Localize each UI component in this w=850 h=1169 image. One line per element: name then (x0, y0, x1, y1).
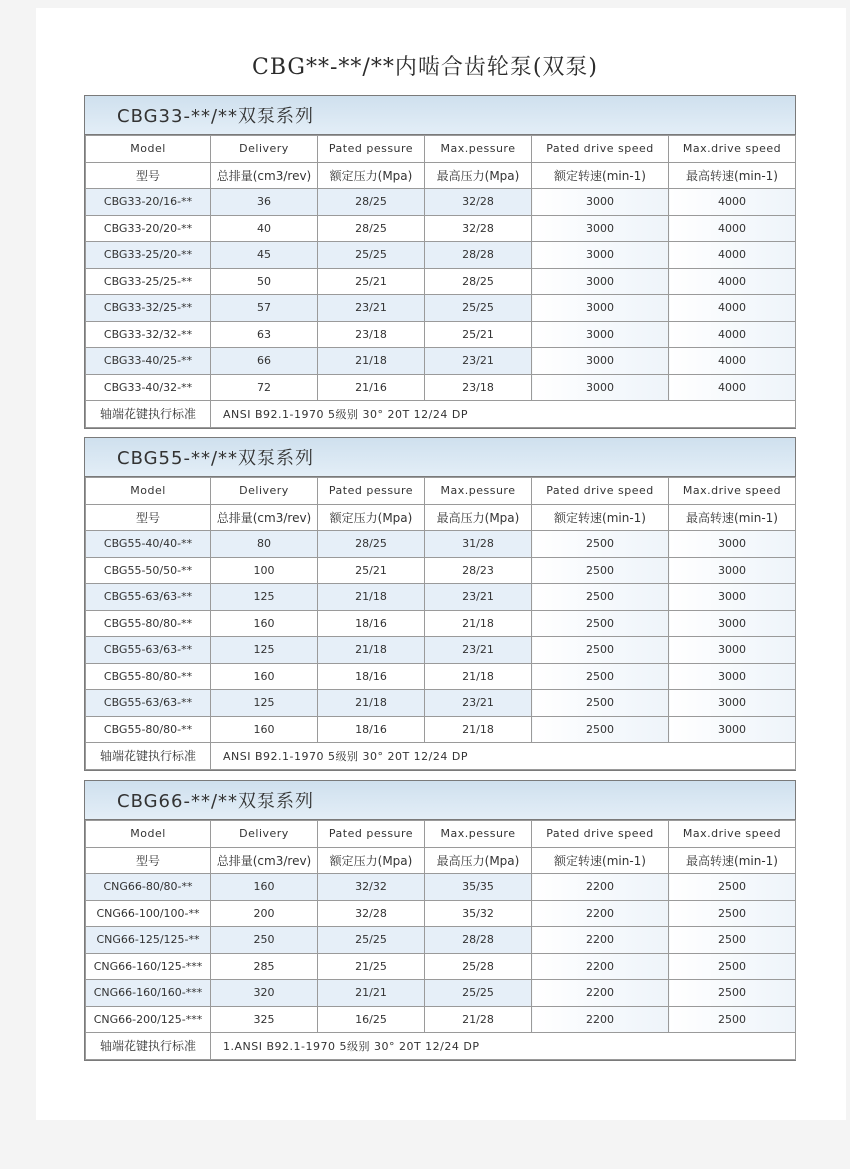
column-header: Pated drive speed (532, 821, 669, 848)
value-cell: 3000 (669, 557, 796, 584)
column-header: Pated pessure (318, 821, 425, 848)
value-cell: 25/25 (425, 295, 532, 322)
value-cell: 4000 (669, 374, 796, 401)
model-cell: CNG66-80/80-** (86, 874, 211, 901)
value-cell: 21/18 (318, 584, 425, 611)
table-row (86, 610, 796, 637)
table-row (86, 531, 796, 558)
value-cell: 28/28 (425, 927, 532, 954)
value-cell: 320 (211, 980, 318, 1007)
header-row (86, 478, 796, 505)
series-table-2 (84, 437, 796, 771)
value-cell: 3000 (532, 374, 669, 401)
value-cell: 3000 (532, 268, 669, 295)
value-cell: 23/21 (425, 348, 532, 375)
model-cell: CBG33-40/25-** (86, 348, 211, 375)
value-cell: 200 (211, 900, 318, 927)
column-header: 型号 (86, 504, 211, 531)
value-cell: 36 (211, 189, 318, 216)
value-cell: 3000 (669, 716, 796, 743)
value-cell: 285 (211, 953, 318, 980)
table-row (86, 663, 796, 690)
spec-table (85, 820, 796, 1060)
value-cell: 25/25 (318, 242, 425, 269)
value-cell: 63 (211, 321, 318, 348)
value-cell: 2500 (669, 1006, 796, 1033)
table-row (86, 295, 796, 322)
value-cell: 2200 (532, 927, 669, 954)
header-row (86, 504, 796, 531)
value-cell: 3000 (669, 531, 796, 558)
standard-row (86, 743, 796, 770)
column-header: Max.pessure (425, 136, 532, 163)
model-cell: CBG33-32/32-** (86, 321, 211, 348)
series-title: CBG33-**/**双泵系列 (85, 96, 795, 135)
model-cell: CBG55-40/40-** (86, 531, 211, 558)
model-cell: CBG33-32/25-** (86, 295, 211, 322)
value-cell: 2500 (532, 557, 669, 584)
value-cell: 2500 (532, 716, 669, 743)
standard-text: 1.ANSI B92.1-1970 5级别 30° 20T 12/24 DP (211, 1033, 796, 1060)
header-row (86, 136, 796, 163)
table-row (86, 215, 796, 242)
value-cell: 28/25 (425, 268, 532, 295)
value-cell: 3000 (532, 242, 669, 269)
column-header: Model (86, 136, 211, 163)
column-header: Delivery (211, 821, 318, 848)
value-cell: 2500 (532, 663, 669, 690)
value-cell: 28/25 (318, 215, 425, 242)
series-table-1 (84, 95, 796, 429)
model-cell: CNG66-200/125-*** (86, 1006, 211, 1033)
value-cell: 16/25 (318, 1006, 425, 1033)
value-cell: 25/21 (425, 321, 532, 348)
standard-label: 轴端花键执行标准 (86, 743, 211, 770)
model-cell: CBG55-63/63-** (86, 584, 211, 611)
value-cell: 32/32 (318, 874, 425, 901)
table-row (86, 374, 796, 401)
column-header: 型号 (86, 162, 211, 189)
value-cell: 35/32 (425, 900, 532, 927)
value-cell: 160 (211, 874, 318, 901)
value-cell: 66 (211, 348, 318, 375)
column-header: Pated drive speed (532, 136, 669, 163)
column-header: 总排量(cm3/rev) (211, 162, 318, 189)
series-title: CBG55-**/**双泵系列 (85, 438, 795, 477)
column-header: 额定压力(Mpa) (318, 847, 425, 874)
column-header: 最高转速(min-1) (669, 847, 796, 874)
value-cell: 32/28 (318, 900, 425, 927)
value-cell: 21/18 (318, 348, 425, 375)
model-cell: CNG66-125/125-** (86, 927, 211, 954)
value-cell: 18/16 (318, 716, 425, 743)
column-header: 最高压力(Mpa) (425, 847, 532, 874)
value-cell: 31/28 (425, 531, 532, 558)
table-row (86, 690, 796, 717)
column-header: 额定压力(Mpa) (318, 162, 425, 189)
value-cell: 325 (211, 1006, 318, 1033)
column-header: Pated pessure (318, 136, 425, 163)
value-cell: 21/25 (318, 953, 425, 980)
value-cell: 57 (211, 295, 318, 322)
value-cell: 21/21 (318, 980, 425, 1007)
model-cell: CBG33-20/20-** (86, 215, 211, 242)
value-cell: 250 (211, 927, 318, 954)
table-row (86, 980, 796, 1007)
column-header: 最高转速(min-1) (669, 162, 796, 189)
series-title: CBG66-**/**双泵系列 (85, 781, 795, 820)
value-cell: 28/23 (425, 557, 532, 584)
value-cell: 72 (211, 374, 318, 401)
model-cell: CBG55-80/80-** (86, 716, 211, 743)
value-cell: 125 (211, 690, 318, 717)
table-row (86, 242, 796, 269)
header-row (86, 847, 796, 874)
value-cell: 2500 (669, 980, 796, 1007)
value-cell: 3000 (669, 690, 796, 717)
value-cell: 23/21 (425, 637, 532, 664)
column-header: Model (86, 821, 211, 848)
standard-row (86, 401, 796, 428)
value-cell: 25/21 (318, 268, 425, 295)
value-cell: 3000 (669, 610, 796, 637)
value-cell: 100 (211, 557, 318, 584)
value-cell: 4000 (669, 242, 796, 269)
value-cell: 2200 (532, 980, 669, 1007)
column-header: Model (86, 478, 211, 505)
value-cell: 23/21 (318, 295, 425, 322)
value-cell: 2500 (669, 900, 796, 927)
value-cell: 2200 (532, 1006, 669, 1033)
model-cell: CBG33-40/32-** (86, 374, 211, 401)
value-cell: 21/18 (425, 610, 532, 637)
value-cell: 21/28 (425, 1006, 532, 1033)
value-cell: 3000 (669, 637, 796, 664)
standard-text: ANSI B92.1-1970 5级别 30° 20T 12/24 DP (211, 401, 796, 428)
value-cell: 25/25 (425, 980, 532, 1007)
standard-row (86, 1033, 796, 1060)
value-cell: 25/25 (318, 927, 425, 954)
table-row (86, 348, 796, 375)
model-cell: CBG55-63/63-** (86, 637, 211, 664)
value-cell: 28/28 (425, 242, 532, 269)
table-row (86, 874, 796, 901)
table-row (86, 953, 796, 980)
model-cell: CNG66-160/125-*** (86, 953, 211, 980)
value-cell: 23/21 (425, 584, 532, 611)
model-cell: CBG55-63/63-** (86, 690, 211, 717)
value-cell: 21/16 (318, 374, 425, 401)
column-header: 额定压力(Mpa) (318, 504, 425, 531)
model-cell: CBG55-50/50-** (86, 557, 211, 584)
column-header: 额定转速(min-1) (532, 162, 669, 189)
series-table-3 (84, 780, 796, 1061)
column-header: Max.drive speed (669, 136, 796, 163)
value-cell: 2200 (532, 874, 669, 901)
standard-label: 轴端花键执行标准 (86, 401, 211, 428)
column-header: 最高压力(Mpa) (425, 162, 532, 189)
table-row (86, 927, 796, 954)
value-cell: 28/25 (318, 531, 425, 558)
value-cell: 2500 (669, 953, 796, 980)
standard-label: 轴端花键执行标准 (86, 1033, 211, 1060)
value-cell: 21/18 (318, 690, 425, 717)
value-cell: 4000 (669, 295, 796, 322)
value-cell: 80 (211, 531, 318, 558)
value-cell: 28/25 (318, 189, 425, 216)
value-cell: 2500 (669, 927, 796, 954)
column-header: 型号 (86, 847, 211, 874)
value-cell: 4000 (669, 348, 796, 375)
model-cell: CBG33-20/16-** (86, 189, 211, 216)
value-cell: 32/28 (425, 189, 532, 216)
value-cell: 4000 (669, 268, 796, 295)
column-header: Pated pessure (318, 478, 425, 505)
table-row (86, 268, 796, 295)
value-cell: 2500 (532, 584, 669, 611)
table-row (86, 716, 796, 743)
value-cell: 21/18 (318, 637, 425, 664)
column-header: 总排量(cm3/rev) (211, 504, 318, 531)
standard-text: ANSI B92.1-1970 5级别 30° 20T 12/24 DP (211, 743, 796, 770)
model-cell: CBG55-80/80-** (86, 610, 211, 637)
spec-table (85, 477, 796, 770)
value-cell: 160 (211, 716, 318, 743)
value-cell: 2500 (669, 874, 796, 901)
value-cell: 2500 (532, 531, 669, 558)
column-header: 额定转速(min-1) (532, 504, 669, 531)
value-cell: 3000 (532, 189, 669, 216)
model-cell: CBG55-80/80-** (86, 663, 211, 690)
value-cell: 3000 (669, 663, 796, 690)
value-cell: 3000 (532, 215, 669, 242)
value-cell: 160 (211, 610, 318, 637)
spec-table (85, 135, 796, 428)
value-cell: 4000 (669, 189, 796, 216)
column-header: Max.drive speed (669, 821, 796, 848)
value-cell: 2200 (532, 900, 669, 927)
value-cell: 21/18 (425, 663, 532, 690)
model-cell: CBG33-25/25-** (86, 268, 211, 295)
value-cell: 45 (211, 242, 318, 269)
column-header: Max.pessure (425, 478, 532, 505)
value-cell: 4000 (669, 321, 796, 348)
column-header: Pated drive speed (532, 478, 669, 505)
table-row (86, 1006, 796, 1033)
value-cell: 2500 (532, 690, 669, 717)
value-cell: 4000 (669, 215, 796, 242)
model-cell: CNG66-160/160-*** (86, 980, 211, 1007)
value-cell: 3000 (532, 348, 669, 375)
value-cell: 2200 (532, 953, 669, 980)
value-cell: 125 (211, 637, 318, 664)
column-header: 额定转速(min-1) (532, 847, 669, 874)
table-row (86, 584, 796, 611)
table-row (86, 900, 796, 927)
table-row (86, 557, 796, 584)
column-header: Delivery (211, 478, 318, 505)
value-cell: 25/28 (425, 953, 532, 980)
value-cell: 40 (211, 215, 318, 242)
value-cell: 35/35 (425, 874, 532, 901)
value-cell: 21/18 (425, 716, 532, 743)
value-cell: 18/16 (318, 610, 425, 637)
value-cell: 3000 (669, 584, 796, 611)
value-cell: 25/21 (318, 557, 425, 584)
page-title: CBG**-**/**内啮合齿轮泵(双泵) (252, 55, 598, 80)
value-cell: 23/18 (318, 321, 425, 348)
column-header: 最高压力(Mpa) (425, 504, 532, 531)
value-cell: 160 (211, 663, 318, 690)
column-header: 最高转速(min-1) (669, 504, 796, 531)
value-cell: 18/16 (318, 663, 425, 690)
header-row (86, 162, 796, 189)
model-cell: CNG66-100/100-** (86, 900, 211, 927)
value-cell: 23/18 (425, 374, 532, 401)
column-header: 总排量(cm3/rev) (211, 847, 318, 874)
header-row (86, 821, 796, 848)
model-cell: CBG33-25/20-** (86, 242, 211, 269)
column-header: Max.drive speed (669, 478, 796, 505)
value-cell: 3000 (532, 321, 669, 348)
value-cell: 23/21 (425, 690, 532, 717)
value-cell: 2500 (532, 610, 669, 637)
table-row (86, 637, 796, 664)
value-cell: 125 (211, 584, 318, 611)
table-row (86, 189, 796, 216)
column-header: Max.pessure (425, 821, 532, 848)
column-header: Delivery (211, 136, 318, 163)
value-cell: 3000 (532, 295, 669, 322)
value-cell: 2500 (532, 637, 669, 664)
table-row (86, 321, 796, 348)
value-cell: 32/28 (425, 215, 532, 242)
value-cell: 50 (211, 268, 318, 295)
